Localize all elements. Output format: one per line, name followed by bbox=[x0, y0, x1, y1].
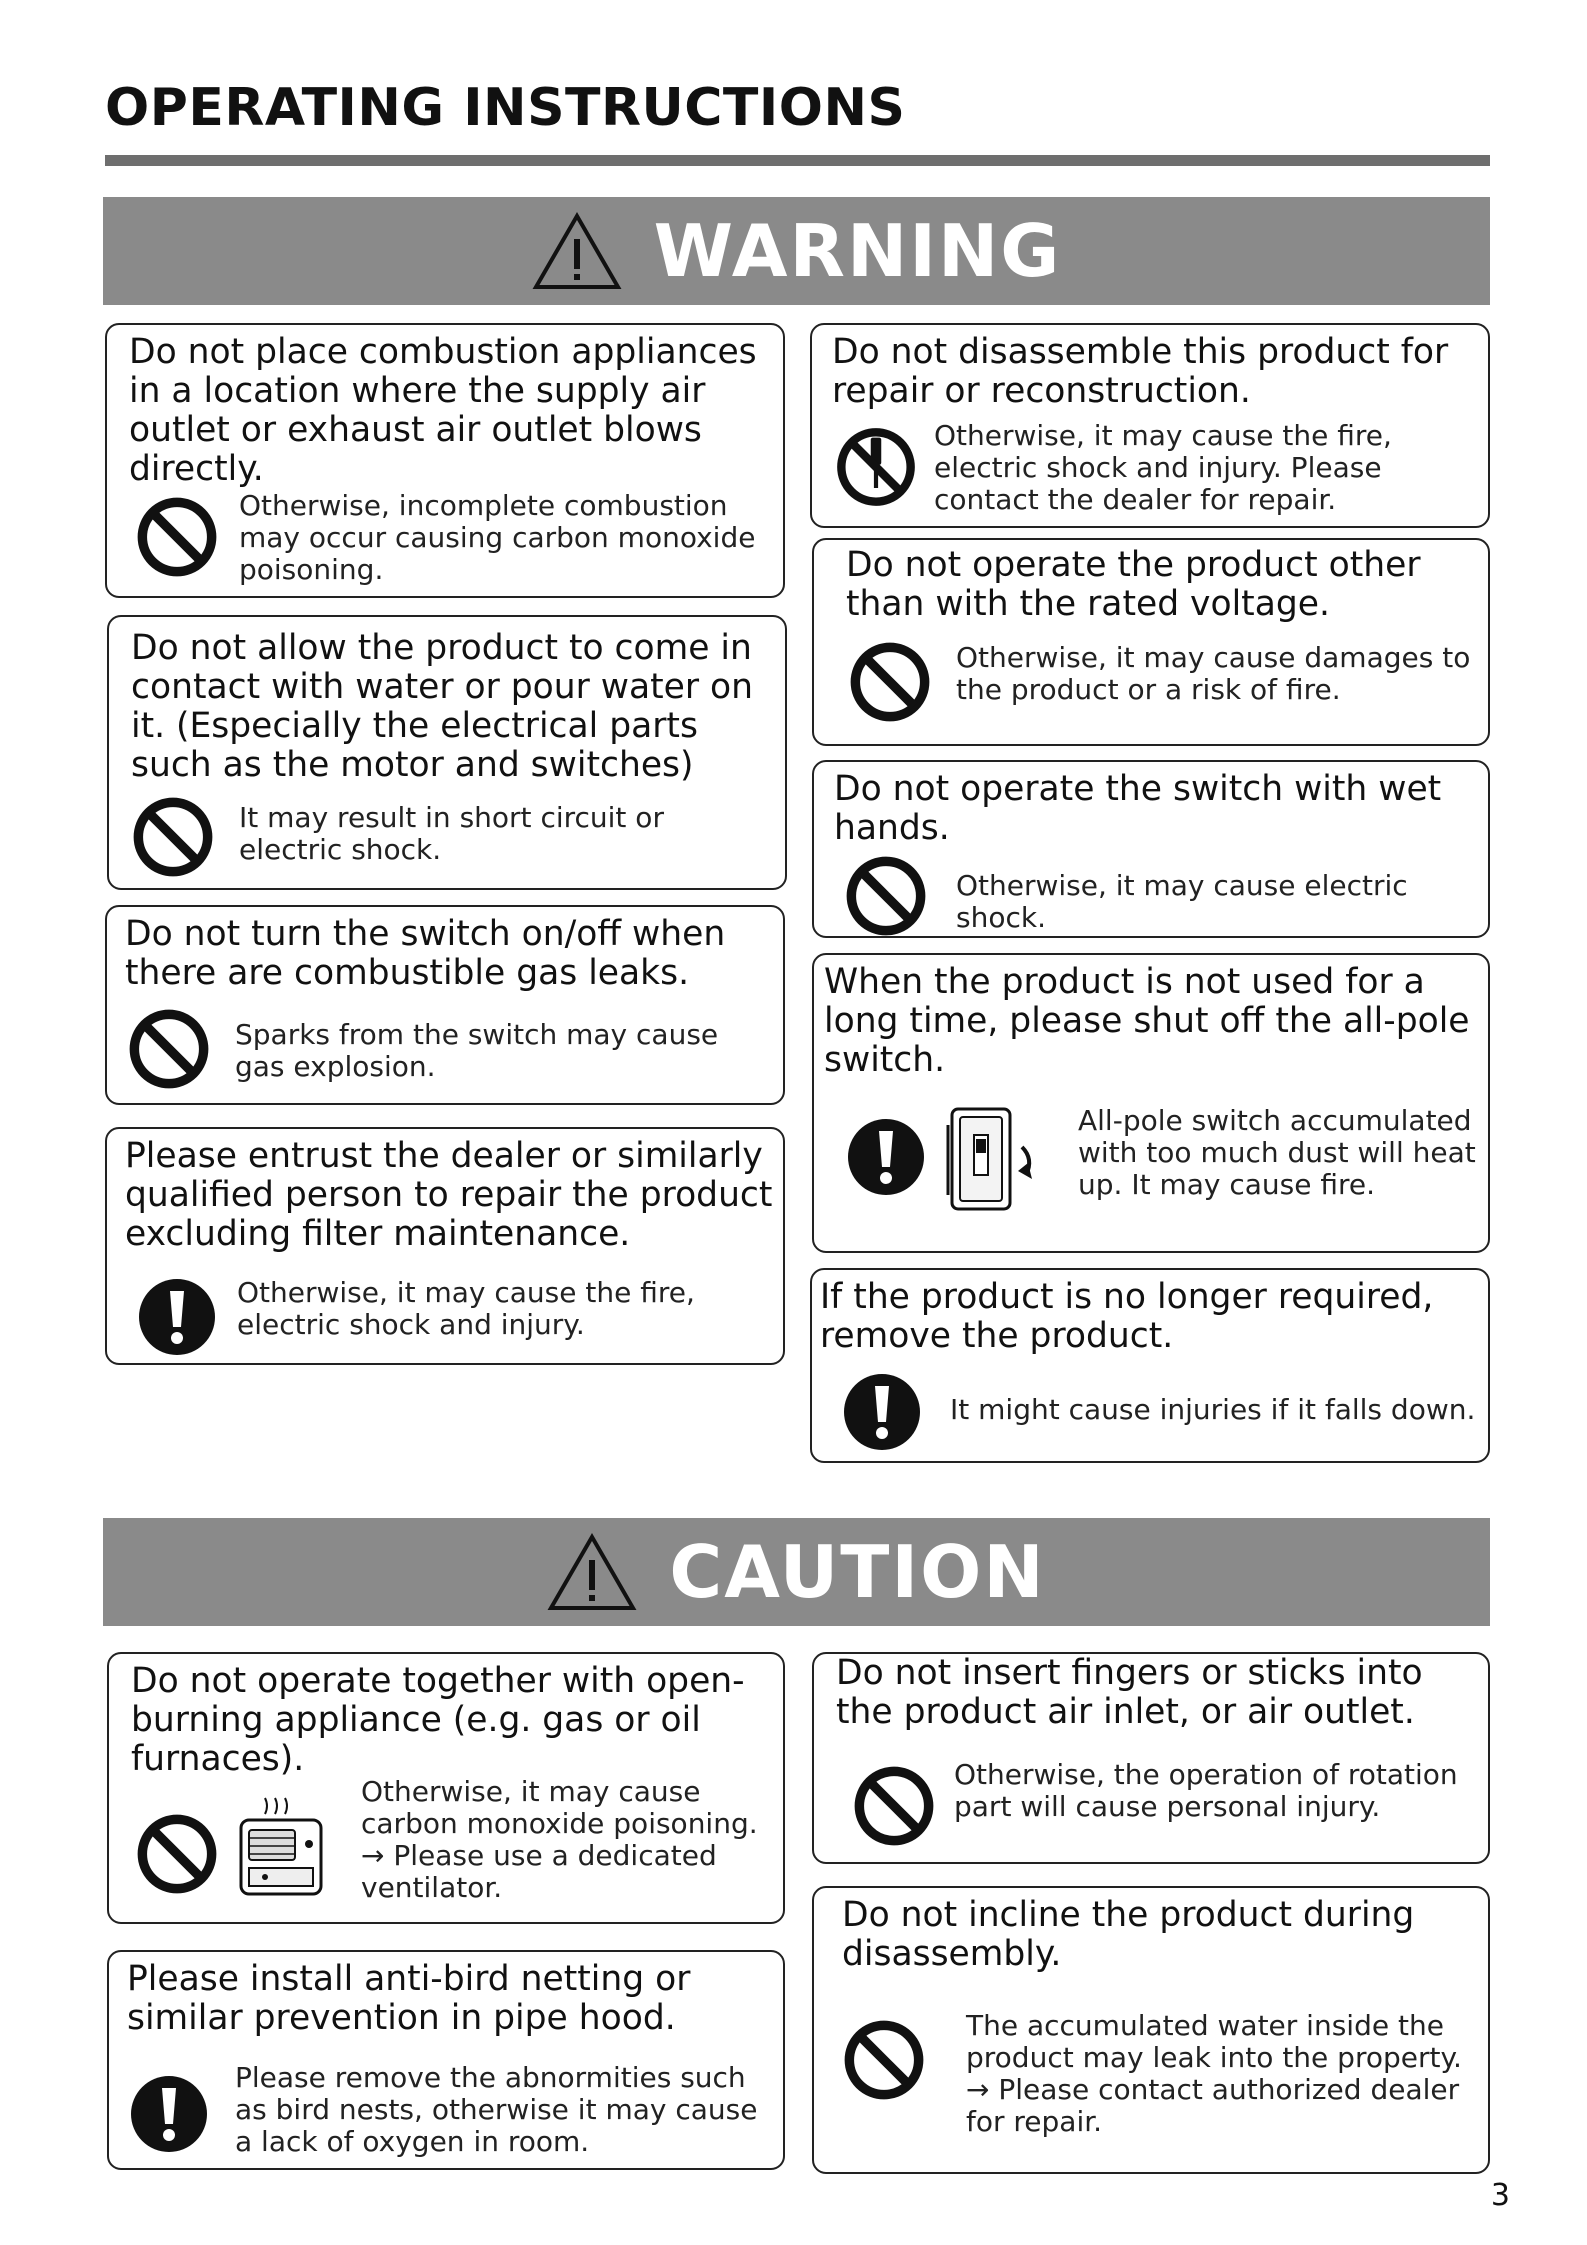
warning-item-title: When the product is not used for a long time, please shut off the all-pole switch. bbox=[824, 962, 1470, 1080]
title-rule bbox=[105, 155, 1490, 166]
caution-item-body: The accumulated water inside the product may leak into the property. → Please contact authorized dealer for repair. bbox=[966, 2009, 1462, 2138]
prohibition-icon bbox=[852, 1764, 936, 1848]
caution-item-title: Do not insert fingers or sticks into the product air inlet, or air outlet. bbox=[836, 1653, 1423, 1732]
page-number: 3 bbox=[1490, 2178, 1510, 2213]
warning-item-remove-product bbox=[810, 1268, 1490, 1463]
warning-item-combustion-appliances bbox=[105, 323, 785, 598]
prohibition-icon bbox=[135, 1812, 219, 1896]
prohibition-icon bbox=[135, 495, 219, 579]
warning-banner bbox=[103, 197, 1490, 305]
caution-item-title: Please install anti-bird netting or similar prevention in pipe hood. bbox=[127, 1959, 691, 2038]
mandatory-icon bbox=[846, 1117, 926, 1197]
warning-item-title: Do not place combustion appliances in a location where the supply air outlet or exhaust air outlet blows directly. bbox=[129, 332, 757, 489]
caution-item-incline-product bbox=[812, 1886, 1490, 2174]
caution-heading: CAUTION bbox=[669, 1530, 1046, 1614]
caution-item-insert-fingers bbox=[812, 1652, 1490, 1864]
prohibition-icon bbox=[844, 854, 928, 938]
warning-item-body: Otherwise, it may cause the fire, electric shock and injury. bbox=[237, 1276, 695, 1341]
warning-item-title: Do not operate the product other than with the rated voltage. bbox=[846, 545, 1421, 624]
warning-item-water-contact bbox=[107, 615, 787, 890]
prohibition-icon bbox=[848, 640, 932, 724]
mandatory-icon bbox=[842, 1372, 922, 1452]
warning-item-body: All-pole switch accumulated with too much dust will heat up. It may cause fire. bbox=[1078, 1104, 1476, 1201]
caution-item-open-burning bbox=[107, 1652, 785, 1924]
warning-item-title: Do not disassemble this product for repair or reconstruction. bbox=[832, 332, 1449, 411]
mandatory-icon bbox=[129, 2074, 209, 2154]
warning-item-body: Sparks from the switch may cause gas explosion. bbox=[235, 1018, 719, 1083]
warning-heading: WARNING bbox=[653, 209, 1062, 293]
warning-item-body: Otherwise, it may cause damages to the product or a risk of fire. bbox=[956, 641, 1471, 706]
caution-banner bbox=[103, 1518, 1490, 1626]
prohibition-icon bbox=[131, 795, 215, 879]
caution-item-anti-bird-netting bbox=[107, 1950, 785, 2170]
warning-item-title: If the product is no longer required, remove the product. bbox=[820, 1277, 1434, 1356]
caution-item-title: Do not incline the product during disassembly. bbox=[842, 1895, 1415, 1974]
caution-item-body: Otherwise, the operation of rotation part will cause personal injury. bbox=[954, 1758, 1458, 1823]
warning-item-body: It might cause injuries if it falls down. bbox=[950, 1393, 1476, 1426]
no-disassembly-icon bbox=[834, 425, 918, 509]
warning-item-rated-voltage bbox=[812, 538, 1490, 746]
warning-item-disassemble bbox=[810, 323, 1490, 528]
warning-item-title: Do not turn the switch on/off when there are combustible gas leaks. bbox=[125, 914, 726, 993]
prohibition-icon bbox=[842, 2018, 926, 2102]
warning-item-body: Otherwise, it may cause electric shock. bbox=[956, 869, 1408, 934]
caution-item-body: Please remove the abnormities such as bird nests, otherwise it may cause a lack of oxygen in room. bbox=[235, 2061, 758, 2158]
prohibition-icon bbox=[127, 1007, 211, 1091]
caution-triangle-icon bbox=[547, 1532, 637, 1612]
warning-item-entrust-dealer bbox=[105, 1127, 785, 1365]
page-title: OPERATING INSTRUCTIONS bbox=[105, 78, 906, 138]
warning-item-wet-hands bbox=[812, 760, 1490, 938]
caution-item-title: Do not operate together with open-burning appliance (e.g. gas or oil furnaces). bbox=[131, 1661, 745, 1779]
warning-item-body: Otherwise, it may cause the fire, electric shock and injury. Please contact the dealer for repair. bbox=[934, 419, 1392, 516]
caution-item-body: Otherwise, it may cause carbon monoxide poisoning. → Please use a dedicated ventilator. bbox=[361, 1775, 758, 1904]
warning-item-gas-leaks bbox=[105, 905, 785, 1105]
warning-item-title: Do not operate the switch with wet hands. bbox=[834, 769, 1442, 848]
heater-icon bbox=[235, 1794, 335, 1900]
warning-item-body: It may result in short circuit or electric shock. bbox=[239, 801, 664, 866]
warning-item-title: Please entrust the dealer or similarly qualified person to repair the product excluding filter maintenance. bbox=[125, 1136, 773, 1254]
mandatory-icon bbox=[137, 1277, 217, 1357]
warning-triangle-icon bbox=[532, 211, 622, 291]
warning-item-body: Otherwise, incomplete combustion may occur causing carbon monoxide poisoning. bbox=[239, 489, 756, 586]
switch-icon bbox=[944, 1105, 1044, 1215]
warning-item-all-pole-switch bbox=[812, 953, 1490, 1253]
warning-item-title: Do not allow the product to come in contact with water or pour water on it. (Especially the electrical parts such as the motor and switches) bbox=[131, 628, 754, 785]
